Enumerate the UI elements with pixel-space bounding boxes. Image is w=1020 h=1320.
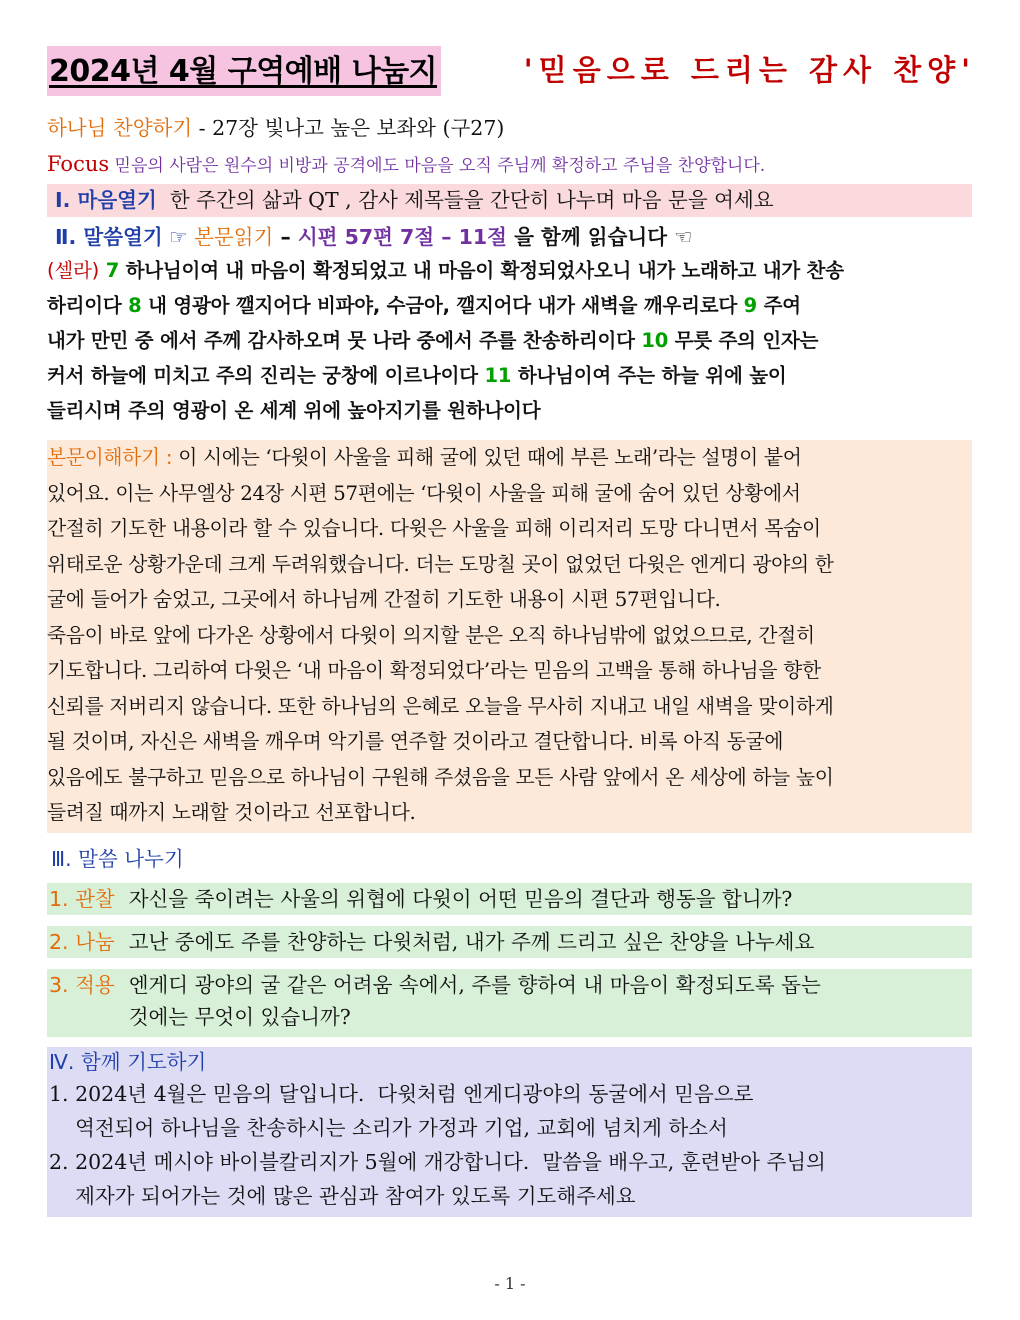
- question-text: 엔게디 광야의 굴 같은 어려움 속에서, 주를 향하여 내 마음이 확정되도록 돕는 것에는 무엇이 있습니까?: [128, 972, 821, 1029]
- document-page: [47, 44, 976, 1217]
- explanation-line: 본문이해하기 : 이 시에는 ‘다윗이 사울을 피해 굴에 있던 때에 부른 노래’라는 설명이 붙어: [47, 446, 802, 469]
- scripture-passage: [47, 253, 972, 428]
- question-label: 1. 관찰: [49, 886, 115, 911]
- reading-label: 본문읽기: [194, 225, 274, 249]
- theme-subtitle: '믿음으로 드리는 감사 찬양': [523, 53, 976, 87]
- section1-heart-opening: [47, 184, 972, 217]
- explanation-line: 될 것이며, 자신은 새벽을 깨우며 악기를 연주할 것이라고 결단합니다. 비록 아직 동굴에: [47, 730, 784, 753]
- verse-text: 하나님이여 주는 하늘 위에 높이: [511, 364, 787, 387]
- question-label: 3. 적용: [49, 972, 115, 997]
- passage-explanation: [47, 440, 972, 833]
- question-text: 고난 중에도 주를 찬양하는 다윗처럼, 내가 주께 드리고 싶은 찬양을 나누세요: [128, 929, 815, 954]
- prayer-line: 역전되어 하나님을 찬송하시는 소리가 가정과 기업, 교회에 넘치게 하소서: [49, 1115, 728, 1140]
- section3-heading: [47, 843, 972, 875]
- prayer-line: 제자가 되어가는 것에 많은 관심과 참여가 있도록 기도해주세요: [49, 1183, 636, 1208]
- header: [47, 44, 976, 98]
- section2-label: Ⅱ. 말씀열기: [55, 225, 163, 249]
- question-text: 자신을 죽이려는 사울의 위협에 다윗이 어떤 믿음의 결단과 행동을 합니까?: [128, 886, 793, 911]
- verse-number: 7: [105, 259, 120, 282]
- explanation-line: 굴에 들어가 숨었고, 그곳에서 하나님께 간절히 기도한 내용이 시편 57편입니다.: [47, 588, 721, 611]
- section3-label: Ⅲ. 말씀 나누기: [51, 846, 184, 871]
- selah-mark: (셀라): [47, 259, 100, 282]
- section4-prayer: [47, 1047, 972, 1217]
- hand-pointer-icon: ☞: [169, 225, 188, 249]
- explanation-line: 간절히 기도한 내용이라 할 수 있습니다. 다윗은 사울을 피해 이리저리 도망 다니면서 목숨이: [47, 517, 821, 540]
- verse-line: [47, 288, 972, 323]
- verse-number: 8: [128, 294, 142, 317]
- verse-text: 내 영광아 깰지어다 비파야, 수금아, 깰지어다 내가 새벽을 깨우리로다: [141, 294, 744, 317]
- verse-line: [47, 358, 972, 393]
- reading-suffix: 을 함께 읽습니다 ☜: [506, 225, 693, 249]
- focus-label: Focus: [47, 152, 110, 176]
- question-apply: [47, 969, 972, 1037]
- section1-label: Ⅰ. 마음열기: [55, 188, 157, 212]
- verse-text: 주여: [757, 294, 801, 317]
- question-share: [47, 926, 972, 958]
- praise-line: [47, 112, 972, 144]
- prayer-line: 1. 2024년 4월은 믿음의 달입니다. 다윗처럼 엔게디광야의 동굴에서 믿음으로: [49, 1081, 754, 1106]
- page-number: - 1 -: [494, 1274, 526, 1293]
- page-title: 2024년 4월 구역예배 나눔지: [47, 46, 441, 96]
- section2-heading: [47, 221, 972, 253]
- verse-number: 10: [641, 329, 669, 352]
- question-observe: [47, 883, 972, 915]
- verse-number: 11: [484, 364, 512, 387]
- focus-text: 믿음의 사람은 원수의 비방과 공격에도 마음을 오직 주님께 확정하고 주님을 찬양합니다.: [109, 156, 766, 176]
- passage-reference: 시편 57편 7절 – 11절: [297, 225, 507, 249]
- praise-label: 하나님 찬양하기: [47, 116, 193, 140]
- explanation-line: 죽음이 바로 앞에 다가온 상황에서 다윗이 의지할 분은 오직 하나님밖에 없었으므로, 간절히: [47, 623, 815, 647]
- praise-text: - 27장 빛나고 높은 보좌와 (구27): [192, 116, 505, 140]
- verse-text: 커서 하늘에 미치고 주의 진리는 궁창에 이르나이다: [47, 364, 485, 387]
- verse-text: 내가 만민 중 에서 주께 감사하오며 뭇 나라 중에서 주를 찬송하리이다: [47, 329, 642, 352]
- explanation-line: 있음에도 불구하고 믿음으로 하나님이 구원해 주셨음을 모든 사람 앞에서 온 세상에 하늘 높이: [47, 765, 834, 789]
- explanation-line: 기도합니다. 그리하여 다윗은 ‘내 마음이 확정되었다’라는 믿음의 고백을 통해 하나님을 향한: [47, 659, 821, 682]
- prayer-line: 2. 2024년 메시야 바이블칼리지가 5월에 개강합니다. 말씀을 배우고, 훈련받아 주님의: [49, 1149, 826, 1174]
- verse-text: 하나님이여 내 마음이 확정되었고 내 마음이 확정되었사오니 내가 노래하고 내가 찬송: [119, 259, 844, 282]
- verse-text: 들리시며 주의 영광이 온 세계 위에 높아지기를 원하나이다: [47, 399, 541, 422]
- section4-label: Ⅳ. 함께 기도하기: [49, 1049, 207, 1074]
- explanation-line: 있어요. 이는 사무엘상 24장 시편 57편에는 ‘다윗이 사울을 피해 굴에 숨어 있던 상황에서: [47, 481, 801, 505]
- explanation-line: 들려질 때까지 노래할 것이라고 선포합니다.: [47, 801, 416, 824]
- verse-line: [47, 253, 972, 288]
- section4-heading: [49, 1047, 972, 1077]
- question-label: 2. 나눔: [49, 929, 115, 954]
- verse-line: [47, 393, 972, 428]
- explanation-label: 본문이해하기 :: [47, 446, 173, 469]
- verse-text: 하리이다: [47, 294, 129, 317]
- reading-dash: –: [273, 225, 298, 249]
- verse-line: [47, 323, 972, 358]
- section1-text: 한 주간의 삶과 QT , 감사 제목들을 간단히 나누며 마음 문을 여세요: [169, 188, 774, 212]
- explanation-line: 신뢰를 저버리지 않습니다. 또한 하나님의 은혜로 오늘을 무사히 지내고 내일 새벽을 맞이하게: [47, 694, 834, 718]
- focus-line: [47, 148, 972, 182]
- verse-text: 무릇 주의 인자는: [668, 329, 819, 352]
- explanation-line: 위태로운 상황가운데 크게 두려워했습니다. 더는 도망칠 곳이 없었던 다윗은 엔게디 광야의 한: [47, 552, 834, 576]
- verse-number: 9: [743, 294, 758, 317]
